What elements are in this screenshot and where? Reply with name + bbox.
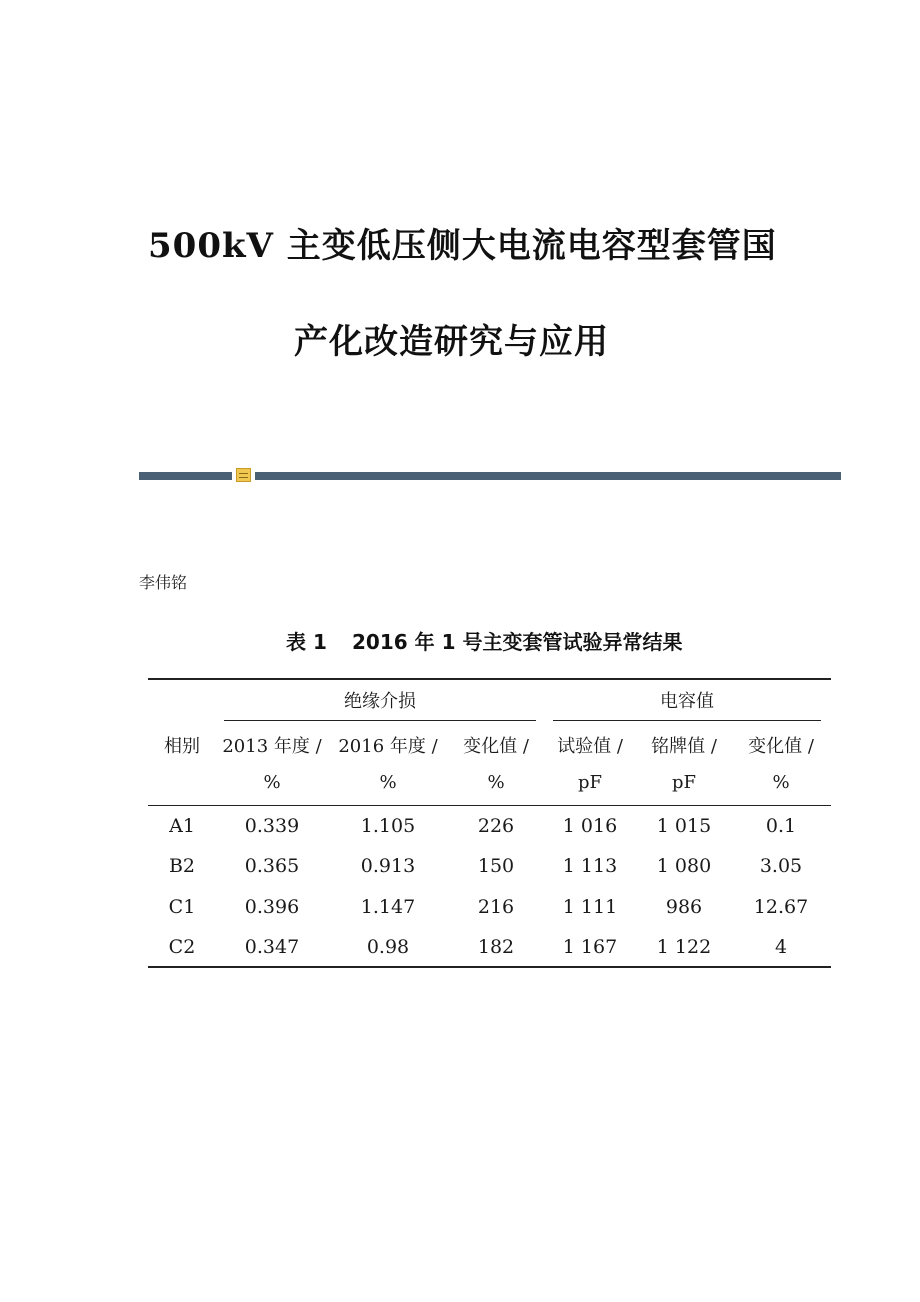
document-title-line-1: 500kV 主变低压侧大电流电容型套管国 (148, 226, 777, 266)
column-header-unit: % (772, 772, 790, 793)
column-header-line1: 铭牌值 / (651, 736, 717, 757)
table-caption-text: 2016 年 1 号主变套管试验异常结果 (352, 630, 683, 654)
table-cell: 0.347 (244, 936, 300, 958)
group-rule-dielectric (224, 720, 536, 721)
table-cell: 1 080 (656, 855, 712, 877)
column-header-unit: pF (577, 772, 603, 793)
table-cell: 0.913 (360, 855, 416, 877)
row-phase-label: C2 (168, 936, 196, 958)
table-cell: 226 (477, 815, 515, 837)
table-cell: 1.105 (360, 815, 416, 837)
table-cell: 1 113 (562, 855, 618, 877)
document-title-line-2: 产化改造研究与应用 (294, 322, 609, 362)
table-cell: 0.98 (366, 936, 410, 958)
table-bottom-rule (148, 966, 831, 968)
column-header-line1: 2013 年度 / (222, 736, 322, 757)
column-header-line1: 变化值 / (463, 736, 529, 757)
table-cell: 0.1 (765, 815, 797, 837)
table-cell: 1 122 (656, 936, 712, 958)
divider-book-icon (236, 468, 251, 482)
row-phase-label: C1 (168, 896, 196, 918)
divider-left (139, 472, 232, 480)
divider-right (255, 472, 841, 480)
table-cell: 1 111 (562, 896, 618, 918)
table-top-rule (148, 678, 831, 680)
table-caption-label: 表 1 (286, 630, 327, 654)
table-cell: 0.396 (244, 896, 300, 918)
group-rule-capacitance (553, 720, 821, 721)
table-cell: 216 (477, 896, 515, 918)
column-header-unit: % (263, 772, 281, 793)
group-header-capacitance: 电容值 (660, 691, 714, 712)
table-cell: 1 015 (656, 815, 712, 837)
column-header-unit: % (487, 772, 505, 793)
column-header-line1: 2016 年度 / (338, 736, 438, 757)
table-cell: 12.67 (753, 896, 809, 918)
row-phase-label: A1 (169, 815, 195, 837)
row-header-phase: 相别 (164, 736, 200, 757)
column-header-line1: 试验值 / (557, 736, 623, 757)
table-header-rule (148, 805, 831, 806)
table-cell: 0.339 (244, 815, 300, 837)
table-cell: 4 (774, 936, 788, 958)
table-cell: 1 167 (562, 936, 618, 958)
column-header-unit: % (379, 772, 397, 793)
group-header-dielectric: 绝缘介损 (344, 691, 416, 712)
column-header-unit: pF (671, 772, 697, 793)
row-phase-label: B2 (168, 855, 196, 877)
table-cell: 986 (665, 896, 703, 918)
table-cell: 150 (477, 855, 515, 877)
table-cell: 1 016 (562, 815, 618, 837)
table-cell: 1.147 (360, 896, 416, 918)
table-cell: 0.365 (244, 855, 300, 877)
author-name: 李伟铭 (139, 573, 188, 592)
column-header-line1: 变化值 / (748, 736, 814, 757)
table-cell: 3.05 (759, 855, 803, 877)
table-cell: 182 (477, 936, 515, 958)
